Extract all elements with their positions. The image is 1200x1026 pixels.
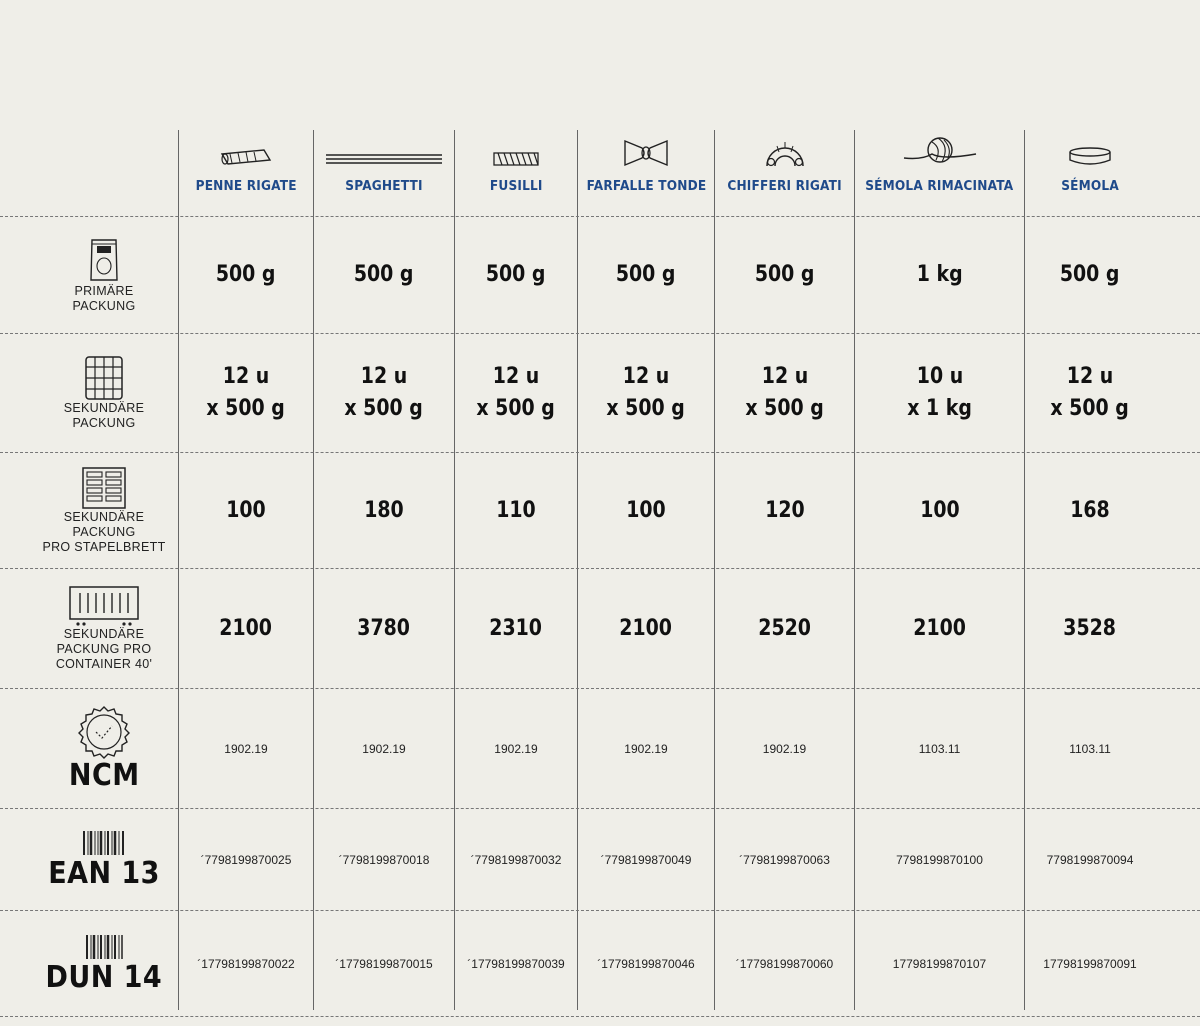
cell-value: 500 g [486,262,546,287]
table-cell [455,453,577,568]
column-label: SPAGHETTI [345,178,423,194]
cell-value-group [353,613,414,645]
cell-code: ´17798199870060 [735,956,834,971]
row-label-primary-packaging [0,217,208,333]
cell-value-group [909,613,970,645]
cell-value: 100 [919,497,960,523]
cell-value: 500 g [754,262,815,287]
row-label-title: EAN 13 [48,855,160,891]
cell-code: 1103.11 [918,741,961,756]
cell-value: x 500 g [745,396,824,421]
row-label-title: DUN 14 [45,959,163,995]
cell-code: 1902.19 [624,741,668,756]
table-cell [179,911,313,1016]
pallet-icon [81,466,127,510]
cell-value: x 1 kg [907,396,972,421]
barcode-icon [81,829,127,857]
table-cell [455,334,577,452]
cell-code: ´7798199870025 [200,852,292,867]
table-cell [314,809,454,910]
table-cell [1025,217,1155,333]
table-cell [455,809,577,910]
cell-value-group [615,613,676,645]
cell-value-group [739,361,830,425]
column-label: SÉMOLA [1061,178,1119,194]
table-cell [1025,569,1155,688]
cell-value: 2100 [913,615,966,641]
spaghetti-icon [324,152,444,168]
cell-code: 1902.19 [224,741,268,756]
cell-value: 100 [226,497,266,523]
cell-value-group [600,361,691,425]
table-cell [855,453,1024,568]
cell-value: 10 u [916,364,963,389]
table-cell [1025,689,1155,808]
fusilli-icon [492,150,540,168]
table-cell [179,453,313,568]
cell-value: 2310 [489,615,543,641]
column-label: FUSILLI [489,178,543,194]
table-cell [179,334,313,452]
cell-code: 1902.19 [362,741,406,756]
row-label-line: PRIMÄRE [74,284,134,298]
barcode-icon [84,933,124,961]
cell-value-group [211,259,280,291]
table-cell [855,217,1024,333]
cell-value: 168 [1070,497,1110,523]
row-label-line: CONTAINER 40' [55,657,153,671]
table-cell [1025,911,1155,1016]
cell-value: 180 [364,497,404,523]
cell-value-group [200,361,291,425]
row-label-per-container [0,569,208,688]
table-cell [179,569,313,688]
table-cell [578,569,714,688]
cell-code: ´7798199870063 [739,852,830,867]
cell-value: 500 g [354,262,414,287]
table-cell [578,809,714,910]
cell-code: 1902.19 [494,741,538,756]
column-label: SÉMOLA RIMACINATA [865,178,1014,194]
row-label-per-pallet [0,453,208,568]
cell-value-group [611,259,680,291]
column-header-semola-rimacinata [855,130,1024,216]
table-cell [715,689,854,808]
cell-code: ´17798199870015 [335,956,433,971]
table-cell [1025,453,1155,568]
table-cell [855,689,1024,808]
table-cell [314,217,454,333]
table-cell [455,911,577,1016]
cell-code: ´17798199870039 [467,956,565,971]
cell-value-group [762,495,808,527]
table-cell [314,569,454,688]
table-cell [578,911,714,1016]
cell-value-group [1055,259,1124,291]
row-label-line: PACKUNG [72,299,136,313]
cell-value: 500 g [1060,262,1120,287]
table-cell [715,453,854,568]
row-label-line: SEKUNDÄRE [63,401,145,415]
cell-value-group [338,361,429,425]
column-label: CHIFFERI RIGATI [727,178,842,194]
table-cell [715,569,854,688]
table-cell [455,689,577,808]
cell-value: 12 u [360,364,408,389]
column-header-fusilli [455,130,577,216]
cell-value: 12 u [761,364,808,389]
table-cell [179,217,313,333]
row-label-title: NCM [68,757,140,793]
table-cell [855,569,1024,688]
cell-value-group [349,259,418,291]
grid-box-icon [84,355,124,401]
row-label-line: PACKUNG [72,416,136,430]
row-label-line: PACKUNG PRO [56,642,152,656]
table-cell [578,689,714,808]
row-label-secondary-packaging [0,334,208,452]
cell-value-group [917,495,963,527]
cell-code: 1902.19 [762,741,807,756]
penne-icon [220,146,272,168]
container-icon [68,585,140,627]
seal-check-icon [77,705,131,759]
cell-value-group [902,361,977,425]
cell-value: 12 u [492,364,540,389]
cell-value: x 500 g [344,396,424,421]
column-header-farfalle-tonde [578,130,714,216]
cell-code: ´17798199870022 [197,956,295,971]
cell-value-group [913,259,966,291]
table-cell [314,453,454,568]
table-cell [314,911,454,1016]
cell-value: 120 [764,497,805,523]
cell-value-group [493,495,539,527]
semola-icon [1068,146,1112,168]
column-header-chifferi-rigati [715,130,854,216]
cell-value-group [215,613,276,645]
cell-code: ´7798199870018 [338,852,430,867]
row-label-dun14 [0,911,208,1016]
row-label-ean13 [0,809,208,910]
table-cell [715,217,854,333]
cell-value: x 500 g [476,396,556,421]
table-cell [855,911,1024,1016]
column-label: FARFALLE TONDE [586,178,706,194]
table-cell [855,809,1024,910]
table-cell [179,689,313,808]
cell-value: 100 [626,497,666,523]
cell-value: 1 kg [916,262,963,287]
table-cell [314,334,454,452]
cell-value-group [485,613,546,645]
cell-value: 2520 [758,615,811,641]
column-header-semola [1025,130,1155,216]
cell-value-group [1044,361,1135,425]
cell-code: 1103.11 [1069,741,1111,756]
cell-value: 3780 [357,615,411,641]
column-header-spaghetti [314,130,454,216]
table-cell [715,911,854,1016]
farfalle-icon [622,138,670,168]
row-label-line: PACKUNG [72,525,136,539]
cell-value-group [481,259,550,291]
chifferi-icon [763,138,807,168]
table-cell [578,334,714,452]
row-divider [0,1016,1200,1017]
cell-code: ´7798199870032 [470,852,562,867]
cell-value-group [223,495,269,527]
cell-value: 2100 [619,615,673,641]
table-cell [715,334,854,452]
cell-value-group [1059,613,1120,645]
cell-value: 2100 [219,615,273,641]
table-cell [455,569,577,688]
cell-value-group [754,613,815,645]
row-label-line: SEKUNDÄRE [63,627,145,641]
cell-value-group [623,495,669,527]
cell-value-group [750,259,819,291]
cell-value: x 500 g [1050,396,1130,421]
cell-code: ´17798199870046 [597,956,695,971]
cell-code: 7798199870100 [896,852,983,867]
cell-value: 12 u [222,364,270,389]
cell-value: 500 g [616,262,676,287]
row-label-line: PRO STAPELBRETT [42,540,166,554]
table-cell [314,689,454,808]
column-label: PENNE RIGATE [195,178,297,194]
table-cell [578,453,714,568]
bag-icon [87,236,121,284]
table-cell [1025,809,1155,910]
row-label-line: SEKUNDÄRE [63,510,145,524]
cell-value-group [361,495,407,527]
cell-value: 12 u [622,364,670,389]
cell-value: x 500 g [606,396,686,421]
semola-rimacinata-icon [902,134,978,168]
cell-value: 12 u [1066,364,1114,389]
table-cell [179,809,313,910]
cell-value-group [1067,495,1113,527]
cell-value: x 500 g [206,396,286,421]
row-label-ncm [0,689,208,808]
cell-value-group [470,361,561,425]
cell-value: 500 g [216,262,276,287]
table-cell [455,217,577,333]
cell-value: 3528 [1063,615,1117,641]
cell-code: 7798199870094 [1046,852,1134,867]
table-cell [578,217,714,333]
table-cell [715,809,854,910]
cell-value: 110 [496,497,536,523]
cell-code: 17798199870107 [892,956,987,971]
cell-code: ´7798199870049 [600,852,692,867]
table-cell [1025,334,1155,452]
cell-code: 17798199870091 [1043,956,1137,971]
table-cell [855,334,1024,452]
column-header-penne-rigate [179,130,313,216]
